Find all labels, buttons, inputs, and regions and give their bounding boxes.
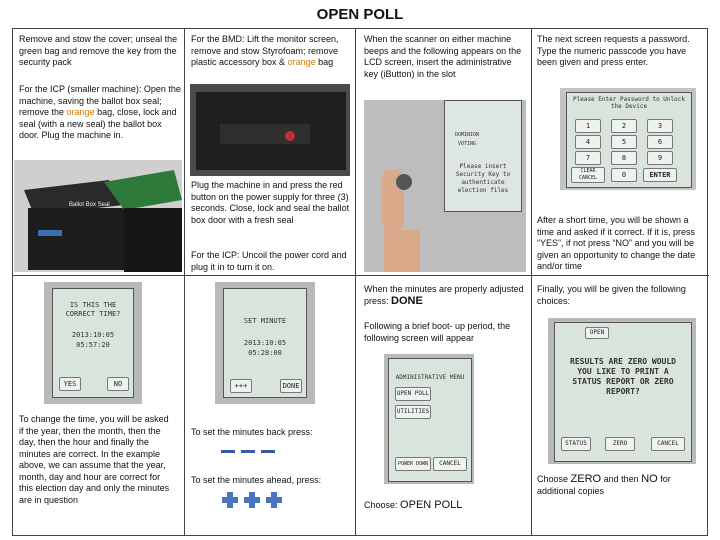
grid-line [184,29,185,275]
key-1[interactable]: 1 [575,119,601,133]
key-8[interactable]: 8 [611,151,637,165]
key-2[interactable]: 2 [611,119,637,133]
done-word: DONE [391,294,423,307]
screen-question: IS THIS THE CORRECT TIME? [65,301,121,318]
time-instruction: To change the time, you will be asked if the year, then the month, then the day, then the hour and finally the minutes are correct. In the example above, we can assume that the year, month, day and hour are correct for this election day and only the minutes are in question [19,414,170,505]
zero-button[interactable]: ZERO [605,437,635,451]
choose-value: OPEN POLL [400,499,463,511]
bmd-text-b: bag [318,57,334,67]
minutes-text: When the minutes are properly adjusted press: [364,284,524,306]
choose-label: Choose: [364,500,398,510]
minus-icon [221,450,235,453]
plug-instruction: Plug the machine in and press the red button on the power supply for three (3) seconds. Close, lock and seal the ballot box door with a fresh seal [191,180,350,225]
orange-word: orange [66,107,95,117]
minus-icon [241,450,255,453]
choose-c: for additional copies [537,474,671,496]
password-prompt: Please Enter Password to Unlock the Device [573,96,685,110]
power-supply-illustration [190,84,350,176]
password-instruction: The next screen requests a password. Type the numeric passcode you have been given and press enter. [537,34,690,67]
scanner-instruction: When the scanner on either machine beeps and the following appears on the LCD screen, insert the administrative key (iButton) in the slot [364,34,522,79]
minus-icon [261,450,275,453]
clear-cancel-key[interactable]: CLEAR CANCEL [571,167,605,183]
time-screen [52,288,134,398]
grid-line [531,29,532,535]
key-9[interactable]: 9 [647,151,673,165]
key-5[interactable]: 5 [611,135,637,149]
screen-date: 2013:10:05 [71,331,115,339]
screen-time: 05:28:00 [248,349,282,357]
cancel-button[interactable]: CANCEL [433,457,467,471]
zero-word: ZERO [570,473,602,485]
machine-photo [14,160,182,272]
key-4[interactable]: 4 [575,135,601,149]
power-supply-photo [190,84,350,176]
bmd-text-a: For the BMD: Lift the monitor screen, remove and stow Styrofoam; remove plastic accessory box & [191,34,339,67]
bag-label: Ballot Box Seal [69,202,110,208]
no-button[interactable]: NO [107,377,129,391]
insert-key-message: Please insert Security Key to authenticate election files [455,163,511,194]
utilities-button[interactable]: UTILITIES [395,405,431,419]
icp-text-b: bag, close, lock and seal (with a new seal) the ballot box door. Plug the machine in. [19,107,177,140]
minute-screen-photo [215,282,315,404]
key-6[interactable]: 6 [647,135,673,149]
back-instruction: To set the minutes back press: [191,427,313,437]
scanner-photo [364,100,526,272]
icp-text-a: For the ICP (smaller machine): Open the machine, saving the ballot box seal; remove the [19,84,181,117]
bmd-instruction [191,34,349,69]
done-button[interactable]: DONE [280,379,302,393]
time-confirm-instruction: After a short time, you will be shown a time and asked if it correct. If it is, press “YES”, if not press “NO” and you will be given an opportunity to change the date and/or time [537,215,696,271]
key-0[interactable]: 0 [611,168,637,182]
plus-button[interactable]: +++ [230,379,252,393]
minutes-done-instruction [364,284,524,307]
grid-line [184,275,185,535]
results-screen [554,322,692,462]
open-tab-button[interactable]: OPEN [585,327,609,339]
results-message: RESULTS ARE ZERO WOULD YOU LIKE TO PRINT A STATUS REPORT OR ZERO REPORT? [570,357,676,396]
status-button[interactable]: STATUS [561,437,591,451]
admin-menu-photo [384,354,474,484]
plus-icon [222,492,238,508]
cover-instruction: Remove and stow the cover; unseal the green bag and remove the key from the security pack [19,34,178,67]
enter-key[interactable]: ENTER [643,168,677,182]
page-title: OPEN POLL [316,6,404,23]
no-word: NO [641,473,658,485]
choose-a: Choose [537,474,569,484]
keypad-photo [560,88,696,190]
keypad-screen [566,92,692,188]
hand-with-key-illustration [364,100,526,272]
screen-title: SET MINUTE [243,317,287,325]
plus-icon [244,492,260,508]
choose-b: and then [603,474,639,484]
finally-instruction: Finally, you will be given the following choices: [537,284,686,306]
time-screen-photo [44,282,142,404]
icp-cord-instruction: For the ICP: Uncoil the power cord and plug it in to turn it on. [191,250,347,272]
orange-word: orange [287,57,316,67]
ballot-box-illustration [14,160,182,272]
minute-screen [223,288,307,398]
grid-line [355,29,356,535]
brand-logo: DOMINION VOTING [454,132,480,147]
power-down-button[interactable]: POWER DOWN [395,457,431,471]
key-3[interactable]: 3 [647,119,673,133]
icp-instruction [19,84,181,142]
screen-date: 2013:10:05 [243,339,287,347]
admin-menu-screen [388,358,472,482]
open-poll-button[interactable]: OPEN POLL [395,387,431,401]
choose-open-poll [364,500,524,512]
ahead-instruction: To set the minutes ahead, press: [191,475,322,485]
choose-zero-instruction [537,474,699,497]
plus-icon [266,492,282,508]
yes-button[interactable]: YES [59,377,81,391]
key-7[interactable]: 7 [575,151,601,165]
results-screen-photo [548,318,696,464]
boot-instruction: Following a brief boot- up period, the following screen will appear [364,321,511,343]
admin-menu-title: ADMINISTRATIVE MENU [395,374,465,381]
cancel-button[interactable]: CANCEL [651,437,685,451]
grid-line [13,275,709,276]
screen-time: 05:57:20 [76,341,110,349]
